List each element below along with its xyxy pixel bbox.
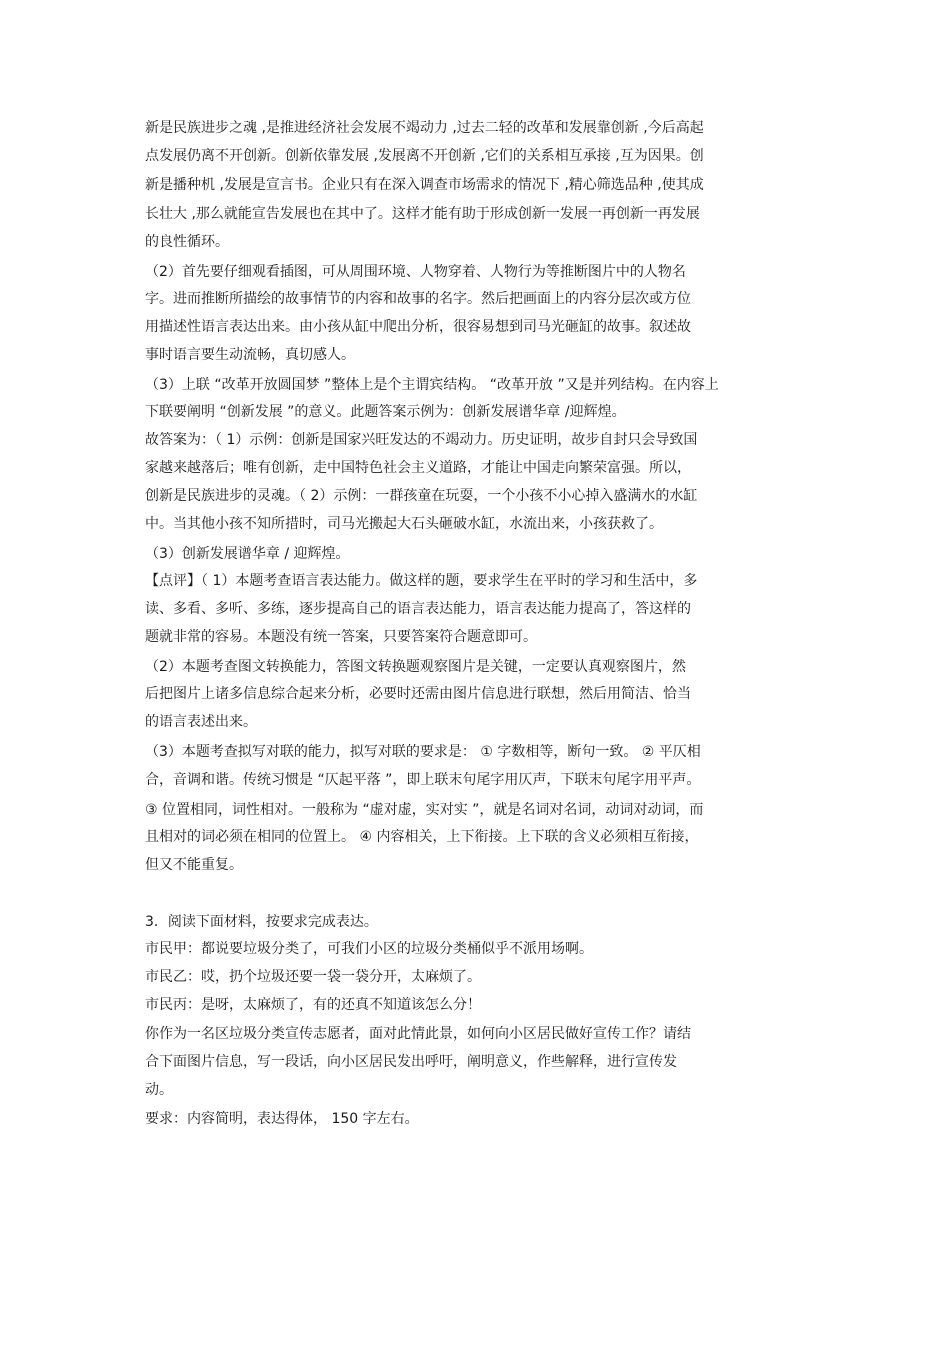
text-line: （2）本题考查图文转换能力，答图文转换题观察图片是关键，一定要认真观察图片，然 xyxy=(145,659,686,675)
text-line: ③ 位置相同，词性相对。一般称为 “虚对虚，实对实 ”，就是名词对名词，动词对动词，而 xyxy=(145,802,704,818)
text-line: 后把图片上诸多信息综合起来分析，必要时还需由图片信息进行联想，然后用简洁、恰当 xyxy=(145,686,691,702)
text-line: （3）本题考查拟写对联的能力，拟写对联的要求是： ① 字数相等，断句一致。 ② 平仄相 xyxy=(145,744,701,760)
text-line: 用描述性语言表达出来。由小孩从缸中爬出分析，很容易想到司马光砸缸的故事。叙述故 xyxy=(145,319,691,335)
text-line: 合，音调和谐。传统习惯是 “仄起平落 ”，即上联末句尾字用仄声，下联末句尾字用平声。 xyxy=(145,772,701,788)
text-line: 新是民族进步之魂 ,是推进经济社会发展不竭动力 ,过去二轻的改革和发展靠创新 ,今后高起 xyxy=(145,120,704,136)
text-line: 中。当其他小孩不知所措时，司马光搬起大石头砸破水缸，水流出来，小孩获救了。 xyxy=(145,516,663,532)
text-line: 市民乙：哎，扔个垃圾还要一袋一袋分开，太麻烦了。 xyxy=(145,969,481,985)
text-line: （3）上联 “改革开放圆国梦 ”整体上是个主谓宾结构。 “改革开放 ”又是并列结构。在内容上 xyxy=(145,377,719,393)
text-line: 点发展仍离不开创新。创新依靠发展 ,发展离不开创新 ,它们的关系相互承接 ,互为因果。创 xyxy=(145,148,704,164)
requirement-line: 要求：内容简明，表达得体， 150 字左右。 xyxy=(145,1111,419,1127)
text-line: 的良性循环。 xyxy=(145,234,229,250)
text-line: 长壮大 ,那么就能宣告发展也在其中了。这样才能有助于形成创新一发展一再创新一再发展 xyxy=(145,206,700,222)
text-line: 且相对的词必须在相同的位置上。 ④ 内容相关，上下衔接。上下联的含义必须相互衔接， xyxy=(145,829,699,845)
text-line: 字。进而推断所描绘的故事情节的内容和故事的名字。然后把画面上的内容分层次或方位 xyxy=(145,291,691,307)
text-line: 题就非常的容易。本题没有统一答案，只要答案符合题意即可。 xyxy=(145,629,537,645)
text-line: 故答案为：（ 1）示例：创新是国家兴旺发达的不竭动力。历史证明，故步自封只会导致国 xyxy=(145,432,698,448)
text-line: 合下面图片信息，写一段话，向小区居民发出呼吁，阐明意义，作些解释，进行宣传发 xyxy=(145,1054,677,1070)
text-line: （2）首先要仔细观看插图，可从周围环境、人物穿着、人物行为等推断图片中的人物名 xyxy=(145,264,686,280)
text-line: 的语言表述出来。 xyxy=(145,714,257,730)
text-line: 下联要阐明 “创新发展 ”的意义。此题答案示例为：创新发展谱华章 /迎辉煌。 xyxy=(145,404,626,420)
text-line: 新是播种机 ,发展是宣言书。企业只有在深入调查市场需求的情况下 ,精心筛选品种 ,使其成 xyxy=(145,177,704,193)
text-line: 【点评】（ 1）本题考查语言表达能力。做这样的题，要求学生在平时的学习和生活中，多 xyxy=(145,573,698,589)
text-line: 市民甲：都说要垃圾分类了，可我们小区的垃圾分类桶似乎不派用场啊。 xyxy=(145,941,593,957)
text-line: （3）创新发展谱华章 / 迎辉煌。 xyxy=(145,546,350,562)
text-line: 动。 xyxy=(145,1082,173,1098)
text-line: 但又不能重复。 xyxy=(145,857,243,873)
text-line: 市民丙：是呀，太麻烦了，有的还真不知道该怎么分！ xyxy=(145,997,481,1013)
question-heading: 3．阅读下面材料，按要求完成表达。 xyxy=(145,914,378,930)
text-line: 你作为一名区垃圾分类宣传志愿者，面对此情此景，如何向小区居民做好宣传工作？请结 xyxy=(145,1026,691,1042)
text-line: 家越来越落后；唯有创新，走中国特色社会主义道路，才能让中国走向繁荣富强。所以， xyxy=(145,460,691,476)
text-line: 创新是民族进步的灵魂。（ 2）示例：一群孩童在玩耍，一个小孩不小心掉入盛满水的水缸 xyxy=(145,488,698,504)
text-line: 读、多看、多听、多练，逐步提高自己的语言表达能力，语言表达能力提高了，答这样的 xyxy=(145,601,691,617)
text-line: 事时语言要生动流畅，真切感人。 xyxy=(145,347,355,363)
